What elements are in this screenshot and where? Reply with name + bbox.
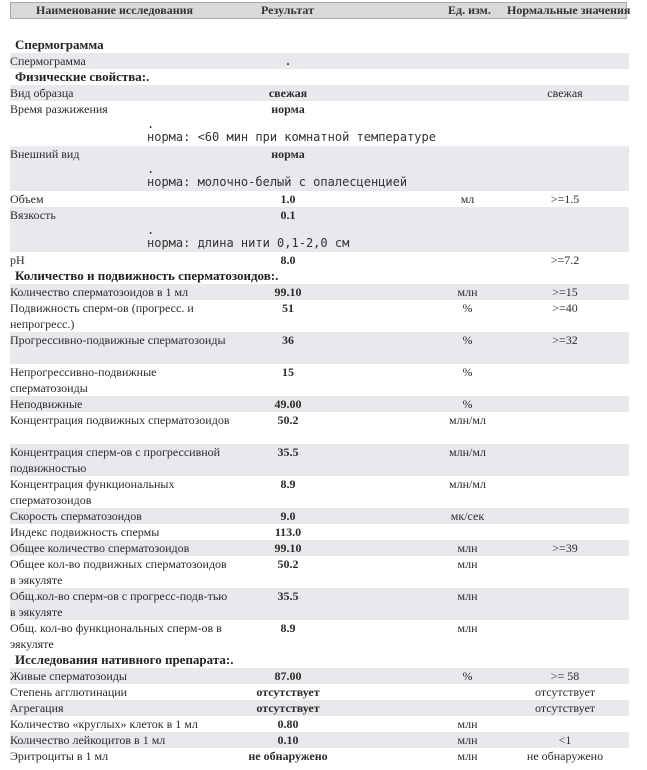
- section-header: [10, 69, 629, 85]
- table-row: [10, 444, 629, 476]
- row-name: Вид образца: [10, 86, 74, 100]
- row-unit: млн: [457, 541, 478, 555]
- row-norm: >= 58: [550, 669, 580, 683]
- row-norm: свежая: [547, 86, 583, 100]
- row-result: 1.0: [280, 192, 296, 206]
- table-row: [10, 396, 629, 412]
- table-row: [10, 524, 629, 540]
- row-result: свежая: [268, 86, 308, 100]
- row-name: Степень агглютинации: [10, 685, 128, 699]
- row-unit: мл: [460, 192, 475, 206]
- row-note: норма: <60 мин при комнатной температуре: [147, 130, 436, 144]
- row-result: отсутствует: [256, 701, 320, 715]
- row-result: 36: [282, 333, 294, 347]
- row-unit: %: [462, 365, 473, 379]
- row-result: 9.0: [280, 509, 296, 523]
- row-unit: млн: [457, 285, 478, 299]
- header-name: Наименование исследования: [36, 3, 194, 17]
- row-name: Живые сперматозоиды: [10, 669, 127, 683]
- row-norm: отсутствует: [534, 701, 596, 715]
- row-norm: отсутствует: [534, 685, 596, 699]
- row-unit: млн: [457, 717, 478, 731]
- row-result: отсутствует: [256, 685, 320, 699]
- row-unit: млн: [457, 733, 478, 747]
- table-row: [10, 332, 629, 364]
- section-header-text: Количество и подвижность сперматозоидов:.: [15, 268, 279, 283]
- header-norm: Нормальные значения: [507, 3, 631, 17]
- table-row: [10, 732, 629, 748]
- row-norm: не обнаружено: [526, 749, 604, 763]
- row-name: Неподвижные: [10, 397, 83, 411]
- row-result: 8.9: [280, 621, 296, 635]
- row-result: 99.10: [274, 541, 302, 555]
- table-row: [10, 684, 629, 700]
- row-norm: <1: [558, 733, 572, 747]
- row-unit: млн/мл: [449, 445, 486, 459]
- results-table: [10, 36, 629, 764]
- row-name: Подвижность сперм-ов (прогресс. и непрогресс.): [10, 301, 194, 331]
- row-name: Время разжижения: [10, 102, 108, 116]
- row-unit: млн/мл: [449, 477, 486, 491]
- row-unit: мк/сек: [450, 509, 485, 523]
- row-norm: >=7.2: [550, 253, 580, 267]
- row-result: 8.9: [280, 477, 296, 491]
- section-header-text: Исследования нативного препарата:.: [15, 652, 234, 667]
- row-name: Общ. кол-во функциональных сперм-ов в эякуляте: [10, 621, 222, 651]
- table-row: [10, 620, 629, 652]
- row-result: .: [286, 54, 290, 68]
- row-result: 87.00: [274, 669, 302, 683]
- header-result: Результат: [261, 3, 315, 17]
- row-note-dot: .: [147, 117, 155, 131]
- row-result: 15: [282, 365, 294, 379]
- table-row: [10, 252, 629, 268]
- row-unit: млн: [457, 621, 478, 635]
- row-note-dot: .: [147, 162, 155, 176]
- row-result: 50.2: [277, 413, 299, 427]
- table-row: [10, 716, 629, 732]
- row-norm: >=32: [552, 333, 578, 347]
- row-name: Эритроциты в 1 мл: [10, 749, 109, 763]
- row-note: норма: длина нити 0,1-2,0 см: [147, 236, 350, 250]
- row-name: Вязкость: [10, 208, 56, 222]
- row-norm: >=1.5: [550, 192, 580, 206]
- row-result: норма: [271, 147, 305, 161]
- row-name: Концентрация подвижных сперматозоидов: [10, 413, 230, 427]
- table-row: [10, 364, 629, 396]
- row-result: не обнаружено: [248, 749, 328, 763]
- row-result: 8.0: [280, 253, 296, 267]
- row-name: Скорость сперматозоидов: [10, 509, 142, 523]
- row-name: Количество сперматозоидов в 1 мл: [10, 285, 189, 299]
- row-norm: >=39: [552, 541, 578, 555]
- row-unit: млн: [457, 589, 478, 603]
- table-row: [10, 476, 629, 508]
- row-name: Объем: [10, 192, 44, 206]
- table-row: [10, 556, 629, 588]
- table-row: [10, 588, 629, 620]
- table-row: [10, 700, 629, 716]
- row-result: 0.10: [277, 733, 299, 747]
- row-name: Количество «круглых» клеток в 1 мл: [10, 717, 198, 731]
- row-norm: >=15: [552, 285, 578, 299]
- header-unit: Ед. изм.: [448, 3, 491, 17]
- section-title-text: Спермограмма: [15, 37, 104, 52]
- row-name: Концентрация функциональных сперматозоидов: [10, 477, 175, 507]
- section-header: [10, 268, 629, 284]
- row-name: Прогрессивно-подвижные сперматозоиды: [10, 333, 226, 347]
- section-title: [10, 36, 629, 53]
- table-row: [10, 191, 629, 207]
- row-result: норма: [271, 102, 305, 116]
- row-name: Спермограмма: [10, 54, 86, 68]
- row-name: Общ.кол-во сперм-ов с прогресс-подв-тью в эякуляте: [10, 589, 228, 619]
- row-note: норма: молочно-белый с опалесценцией: [147, 175, 408, 189]
- row-unit: %: [462, 397, 473, 411]
- row-name: Индекс подвижность спермы: [10, 525, 160, 539]
- table-row: [10, 412, 629, 444]
- row-result: 0.1: [280, 208, 296, 222]
- row-name: Внешний вид: [10, 147, 80, 161]
- row-result: 35.5: [277, 445, 299, 459]
- row-unit: %: [462, 669, 473, 683]
- row-name: pH: [10, 253, 25, 267]
- row-norm: >=40: [552, 301, 578, 315]
- table-row: [10, 284, 629, 300]
- row-unit: %: [462, 301, 473, 315]
- table-row: [10, 101, 629, 146]
- row-result: 51: [282, 301, 294, 315]
- table-row: [10, 53, 629, 69]
- table-row: [10, 540, 629, 556]
- row-unit: млн/мл: [449, 413, 486, 427]
- row-result: 35.5: [277, 589, 299, 603]
- section-header-text: Физические свойства:.: [15, 69, 150, 84]
- table-row: [10, 300, 629, 332]
- row-unit: %: [462, 333, 473, 347]
- table-row: [10, 146, 629, 191]
- row-result: 49.00: [274, 397, 302, 411]
- row-result: 99.10: [274, 285, 302, 299]
- row-name: Агрегация: [10, 701, 64, 715]
- row-result: 0.80: [277, 717, 299, 731]
- row-result: 113.0: [274, 525, 302, 539]
- table-row: [10, 508, 629, 524]
- table-header: [10, 2, 631, 19]
- row-name: Количество лейкоцитов в 1 мл: [10, 733, 166, 747]
- row-name: Общее количество сперматозоидов: [10, 541, 190, 555]
- row-name: Непрогрессивно-подвижные сперматозоиды: [10, 365, 157, 395]
- row-unit: млн: [457, 749, 478, 763]
- row-note-dot: .: [147, 223, 155, 237]
- row-result: 50.2: [277, 557, 299, 571]
- table-row: [10, 748, 629, 764]
- table-row: [10, 85, 629, 101]
- row-unit: млн: [457, 557, 478, 571]
- table-row: [10, 207, 629, 252]
- section-header: [10, 652, 629, 668]
- row-name: Общее кол-во подвижных сперматозоидов в эякуляте: [10, 557, 227, 587]
- row-name: Концентрация сперм-ов с прогрессивной подвижностью: [10, 445, 221, 475]
- table-row: [10, 668, 629, 684]
